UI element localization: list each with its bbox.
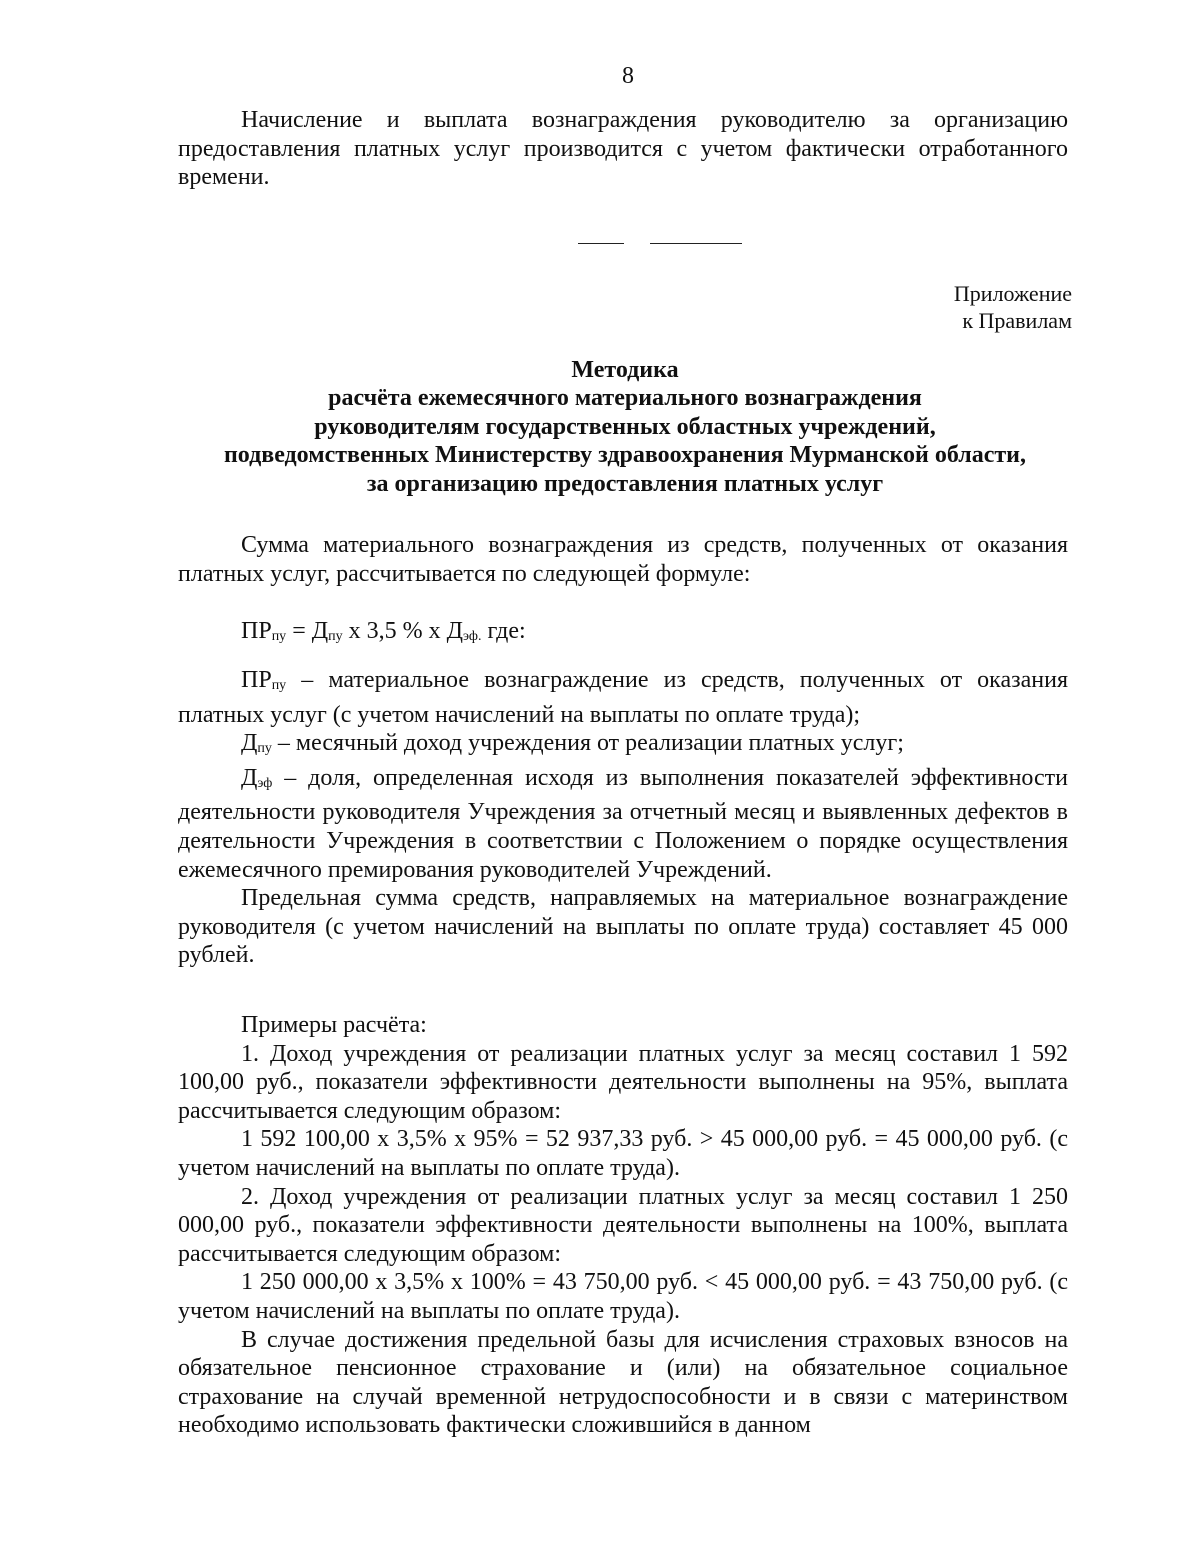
formula-mid: х 3,5 % х Д: [342, 618, 463, 644]
examples-heading: Примеры расчёта:: [241, 1012, 427, 1038]
definitions-block: [178, 666, 1068, 970]
definition-d-symbol: Д: [241, 730, 258, 757]
document-title: [150, 356, 1100, 498]
separator-line-long: [650, 243, 742, 245]
example-1-calculation: 1 592 100,00 х 3,5% х 95% = 52 937,33 руб. > 45 000,00 руб. = 45 000,00 руб. (с учетом начислений на выплаты по оплате труда).: [178, 1126, 1068, 1181]
definition-pr-sub: пу: [271, 678, 287, 693]
example-1: 1. Доход учреждения от реализации платных услуг за месяц составил 1 592 100,00 руб., показатели эффективности деятельности выполнены на 95%, выплата рассчитывается следующим образом:: [178, 1040, 1068, 1124]
formula-pr-sub: пу: [271, 629, 287, 644]
definition-def-sub: эф: [257, 775, 273, 791]
definition-def-text: – доля, определенная исходя из выполнения показателей эффективности деятельности руководителя Учреждения за отчетный месяц и выявленных дефектов в деятельности Учреждения в соответствии с Положением о порядке осуществления ежемесячного премирования руководителей Учреждений.: [178, 764, 1068, 883]
definition-d-sub: пу: [257, 741, 272, 757]
intro-paragraph: [178, 106, 1068, 192]
definition-def-symbol: Д: [241, 764, 258, 791]
title-line-5: за организацию предоставления платных услуг: [366, 470, 884, 497]
definition-d: [178, 729, 1068, 764]
definition-pr: [178, 666, 1068, 729]
appendix-note: [954, 280, 1072, 334]
title-line-3: руководителям государственных областных учреждений,: [314, 413, 936, 440]
definition-pr-text: – материальное вознаграждение из средств, полученных от оказания платных услуг (с учетом начислений на выплаты по оплате труда);: [178, 667, 1068, 728]
formula-tail: где:: [481, 618, 526, 644]
formula-pr: ПР: [241, 618, 272, 644]
limit-paragraph: Предельная сумма средств, направляемых на материальное вознаграждение руководителя (с учетом начислений на выплаты по оплате труда) составляет 45 000 рублей.: [178, 885, 1068, 969]
definition-def: [178, 764, 1068, 884]
example-2-calculation: 1 250 000,00 х 3,5% х 100% = 43 750,00 руб. < 45 000,00 руб. = 43 750,00 руб. (с учетом начислений на выплаты по оплате труда).: [178, 1269, 1068, 1324]
definition-pr-symbol: ПР: [241, 667, 272, 693]
separator-line-short: [578, 243, 624, 245]
title-line-2: расчёта ежемесячного материального вознаграждения: [328, 385, 922, 412]
formula-eq: = Д: [286, 618, 329, 644]
examples-block: [178, 1011, 1068, 1440]
title-line-1: Методика: [571, 357, 679, 383]
definition-d-text: – месячный доход учреждения от реализации платных услуг;: [271, 730, 904, 757]
page-number: 8: [622, 63, 634, 89]
formula-def-sub: эф.: [462, 629, 482, 644]
formula-d-sub: пу: [328, 629, 343, 644]
final-paragraph: В случае достижения предельной базы для исчисления страховых взносов на обязательное пенсионное страхование и (или) на обязательное социальное страхование на случай временной нетрудоспособности и в связи с материнством необходимо использовать фактически сложившийся в данном: [178, 1326, 1068, 1439]
formula: [178, 617, 1068, 652]
example-2: 2. Доход учреждения от реализации платных услуг за месяц составил 1 250 000,00 руб., показатели эффективности деятельности выполнены на 100%, выплата рассчитывается следующим образом:: [178, 1183, 1068, 1267]
intro-text: Начисление и выплата вознаграждения руководителю за организацию предоставления платных услуг производится с учетом фактически отработанного времени.: [178, 107, 1068, 191]
formula-block: [178, 617, 1068, 652]
appendix-line-1: Приложение: [953, 281, 1072, 306]
sum-paragraph: Сумма материального вознаграждения из средств, полученных от оказания платных услуг, рассчитывается по следующей формуле:: [178, 532, 1068, 587]
sum-paragraph-block: [178, 531, 1068, 588]
appendix-line-2: к Правилам: [962, 308, 1072, 333]
title-line-4: подведомственных Министерству здравоохранения Мурманской области,: [223, 442, 1027, 469]
